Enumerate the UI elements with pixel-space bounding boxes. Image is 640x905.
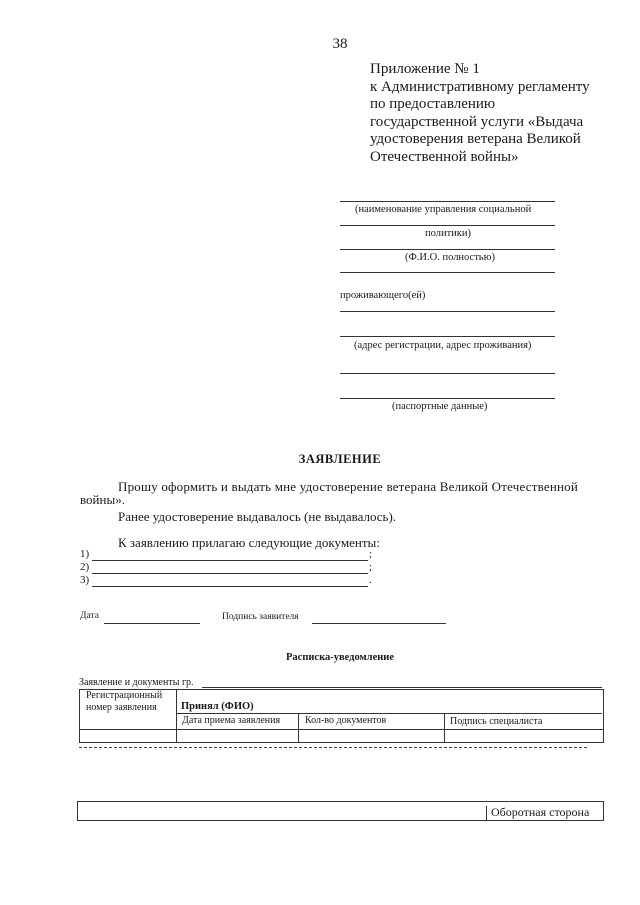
authority-fill-line[interactable] [340, 201, 555, 202]
appendix-line: государственной услуги «Выдача [370, 113, 584, 130]
reg-number-header: Регистрационный [86, 690, 163, 701]
appendix-header [370, 61, 610, 166]
statement-paragraph-2: Ранее удостоверение выдавалось (не выдавалось). [118, 509, 397, 524]
accepted-by-header: Принял (ФИО) [181, 701, 254, 712]
table-divider [176, 689, 177, 742]
passport-fill-line-2[interactable] [340, 398, 555, 399]
table-divider [298, 713, 299, 742]
appendix-line: удостоверения ветерана Великой [370, 131, 581, 147]
document-item-end: ; [369, 548, 373, 560]
page-number: 38 [332, 36, 348, 52]
fio-fill-line[interactable] [340, 249, 555, 250]
document-item-number: 3) [80, 574, 90, 586]
cut-line [79, 747, 587, 748]
authority-fill-line-2[interactable] [340, 225, 555, 226]
address-caption: (адрес регистрации, адрес проживания) [354, 340, 532, 351]
reverse-side-label: Оборотная сторона [491, 805, 590, 819]
passport-caption: (паспортные данные) [392, 401, 488, 412]
receipt-name-fill-line[interactable] [202, 687, 602, 688]
document-item-number: 1) [80, 548, 90, 560]
fio-caption: (Ф.И.О. полностью) [405, 252, 495, 263]
statement-paragraph-3: К заявлению прилагаю следующие документы: [118, 535, 380, 550]
address-fill-line-2[interactable] [340, 336, 555, 337]
authority-caption-1: (наименование управления социальной [355, 204, 532, 215]
statement-paragraph-1-end: войны». [80, 492, 125, 507]
reverse-side-divider [486, 806, 487, 820]
fio-fill-line-2[interactable] [340, 272, 555, 273]
document-fill-line-3[interactable] [92, 586, 368, 587]
passport-fill-line-1[interactable] [340, 373, 555, 374]
date-label: Дата [80, 611, 99, 621]
address-fill-line-1[interactable] [340, 311, 555, 312]
signature-label: Подпись заявителя [222, 612, 299, 622]
appendix-line: Отечественной войны» [370, 148, 519, 165]
table-divider [176, 713, 602, 714]
document-item-number: 2) [80, 561, 90, 573]
receipt-title: Расписка-уведомление [286, 652, 394, 663]
doc-count-header: Кол-во документов [305, 715, 387, 726]
date-received-header: Дата приема заявления [182, 715, 281, 726]
document-item-end: ; [369, 561, 373, 573]
document-item-end: . [369, 574, 372, 586]
table-divider [444, 713, 445, 742]
authority-caption-2: политики) [425, 228, 472, 239]
receipt-intro: Заявление и документы гр. [79, 677, 194, 688]
appendix-line: к Административному регламенту [370, 78, 590, 95]
date-fill-line[interactable] [104, 623, 200, 624]
reg-number-header-2: номер заявления [86, 702, 157, 713]
table-divider [79, 729, 603, 730]
specialist-signature-header: Подпись специалиста [450, 716, 543, 727]
statement-paragraph-1: Прошу оформить и выдать мне удостоверение ветерана Великой Отечественной [118, 479, 579, 494]
residing-label: проживающего(ей) [340, 290, 426, 301]
document-fill-line-1[interactable] [92, 560, 368, 561]
appendix-line: по предоставлению [370, 96, 496, 112]
appendix-line: Приложение № 1 [370, 61, 480, 77]
statement-title: ЗАЯВЛЕНИЕ [298, 452, 382, 466]
signature-fill-line[interactable] [312, 623, 446, 624]
document-fill-line-2[interactable] [92, 573, 368, 574]
